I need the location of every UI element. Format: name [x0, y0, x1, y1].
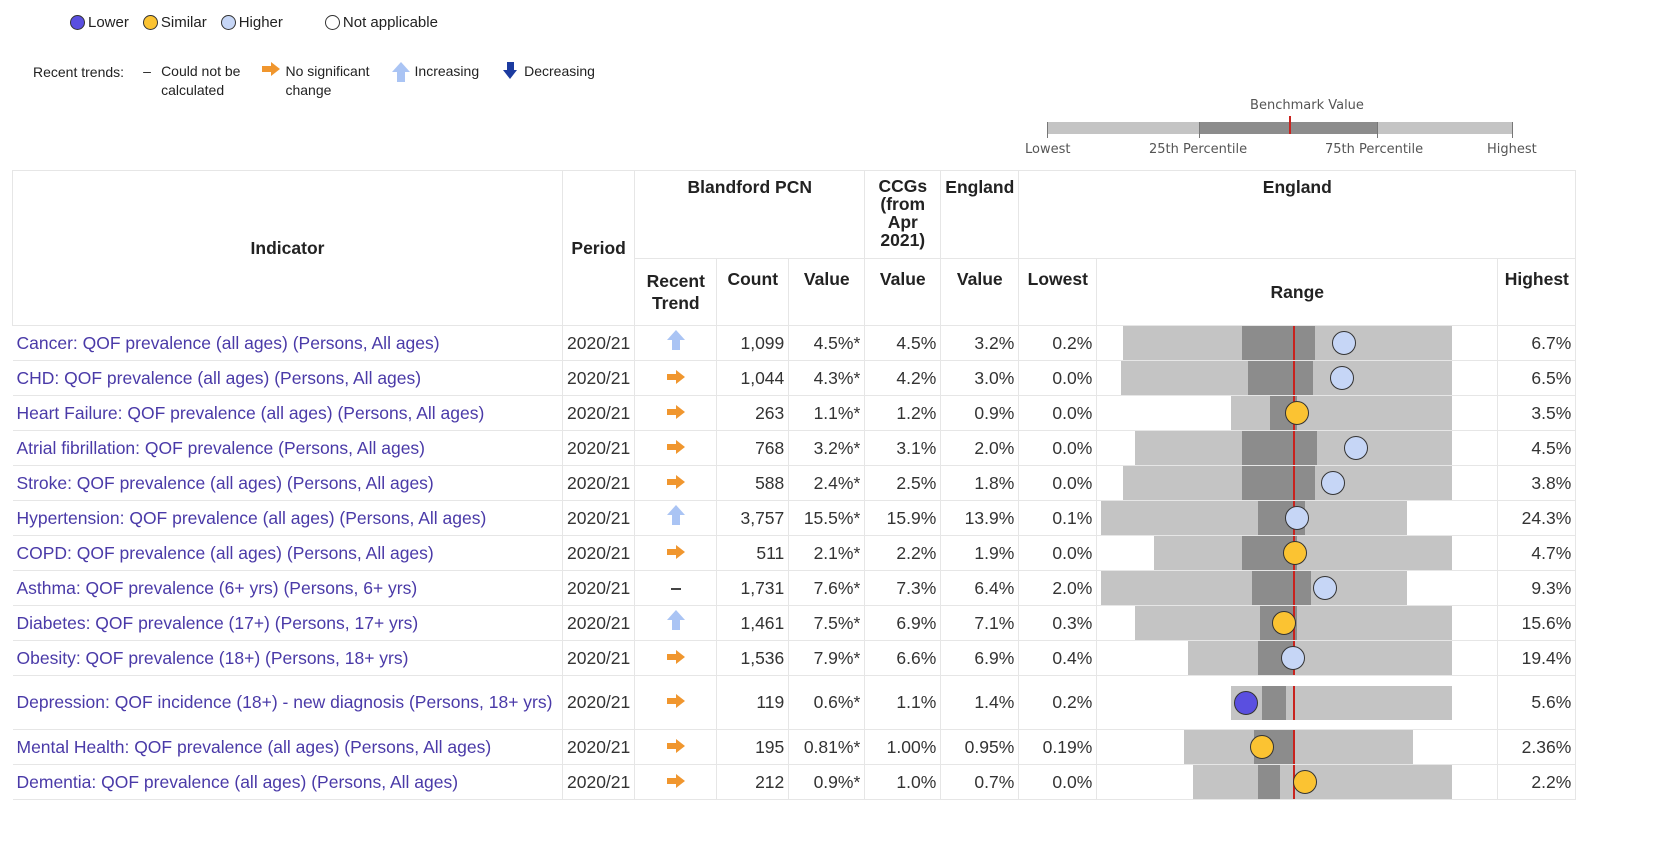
lowest-cell: 2.0%	[1019, 571, 1097, 606]
indicator-cell[interactable]	[13, 641, 563, 676]
range-iqr-bar	[1242, 466, 1315, 500]
trend-cell	[635, 431, 717, 466]
header-count[interactable]: Count	[717, 259, 789, 326]
header-recent-trend[interactable]: Recent Trend	[635, 259, 717, 326]
legend-dot-icon	[325, 15, 340, 30]
spine-chart	[1101, 571, 1493, 605]
spine-chart	[1101, 326, 1493, 360]
table-row	[13, 765, 1576, 800]
ccg-value-cell: 1.1%	[865, 676, 941, 730]
table-row	[13, 571, 1576, 606]
value-marker-higher[interactable]	[1321, 471, 1345, 495]
spine-chart	[1101, 501, 1493, 535]
header-england-value[interactable]: Value	[941, 259, 1019, 326]
trend-cell	[635, 501, 717, 536]
header-group-ccg: CCGs (from Apr 2021)	[865, 171, 941, 259]
value-cell: 4.3%*	[789, 361, 865, 396]
indicator-link[interactable]: Obesity: QOF prevalence (18+) (Persons, 18+ yrs)	[16, 647, 409, 668]
header-group-england: England	[941, 171, 1019, 259]
spine-chart	[1101, 730, 1493, 764]
range-iqr-bar	[1262, 686, 1286, 720]
ccg-value-cell: 2.5%	[865, 466, 941, 501]
count-cell: 263	[717, 396, 789, 431]
arrow-right-icon	[665, 545, 687, 559]
england-value-cell: 3.2%	[941, 326, 1019, 361]
indicator-link[interactable]: Diabetes: QOF prevalence (17+) (Persons, 17+ yrs)	[16, 612, 419, 633]
header-highest[interactable]: Highest	[1498, 259, 1576, 326]
trend-cell	[635, 536, 717, 571]
period-cell: 2020/21	[563, 571, 635, 606]
ccg-value-cell: 1.00%	[865, 730, 941, 765]
key-25th: 25th Percentile	[1149, 142, 1248, 157]
benchmark-line	[1293, 361, 1295, 395]
trend-legend-could-not-calc: – Could not be calculated	[136, 62, 240, 100]
range-cell	[1097, 730, 1498, 765]
spine-chart	[1101, 466, 1493, 500]
table-row	[13, 606, 1576, 641]
count-cell: 1,731	[717, 571, 789, 606]
england-value-cell: 0.7%	[941, 765, 1019, 800]
arrow-right-icon	[665, 650, 687, 664]
england-value-cell: 1.4%	[941, 676, 1019, 730]
period-cell: 2020/21	[563, 641, 635, 676]
value-cell: 0.6%*	[789, 676, 865, 730]
indicator-cell[interactable]	[13, 466, 563, 501]
period-cell: 2020/21	[563, 326, 635, 361]
count-cell: 1,099	[717, 326, 789, 361]
indicator-table	[12, 170, 1576, 800]
count-cell: 1,044	[717, 361, 789, 396]
england-value-cell: 3.0%	[941, 361, 1019, 396]
lowest-cell: 0.19%	[1019, 730, 1097, 765]
spine-chart	[1101, 431, 1493, 465]
range-cell	[1097, 361, 1498, 396]
range-cell	[1097, 606, 1498, 641]
trend-cell	[635, 730, 717, 765]
indicator-link[interactable]: CHD: QOF prevalence (all ages) (Persons, All ages)	[16, 367, 422, 388]
value-marker-similar[interactable]	[1272, 611, 1296, 635]
highest-cell: 3.5%	[1498, 396, 1576, 431]
ccg-value-cell: 7.3%	[865, 571, 941, 606]
legend-dot-icon	[70, 15, 85, 30]
ccg-value-cell: 4.2%	[865, 361, 941, 396]
arrow-right-icon	[665, 475, 687, 489]
england-value-cell: 1.8%	[941, 466, 1019, 501]
highest-cell: 9.3%	[1498, 571, 1576, 606]
count-cell: 195	[717, 730, 789, 765]
england-value-cell: 7.1%	[941, 606, 1019, 641]
value-cell: 7.5%*	[789, 606, 865, 641]
table-row	[13, 326, 1576, 361]
table-row	[13, 431, 1576, 466]
benchmark-line	[1293, 431, 1295, 465]
arrow-up-icon	[666, 330, 686, 352]
benchmark-line	[1293, 571, 1295, 605]
legend-item-lower	[70, 14, 129, 31]
key-75th: 75th Percentile	[1325, 142, 1424, 157]
value-cell: 2.1%*	[789, 536, 865, 571]
benchmark-line	[1293, 326, 1295, 360]
range-iqr-bar	[1242, 431, 1316, 465]
lowest-cell: 0.0%	[1019, 536, 1097, 571]
trend-cell	[635, 765, 717, 800]
range-iqr-bar	[1248, 361, 1313, 395]
period-cell: 2020/21	[563, 466, 635, 501]
benchmark-key-line	[1289, 116, 1291, 134]
indicator-link[interactable]: Dementia: QOF prevalence (all ages) (Persons, All ages)	[16, 771, 459, 792]
legend-dot-icon	[221, 15, 236, 30]
highest-cell: 2.2%	[1498, 765, 1576, 800]
table-row	[13, 396, 1576, 431]
significance-legend	[70, 12, 452, 32]
england-value-cell: 6.4%	[941, 571, 1019, 606]
highest-cell: 4.5%	[1498, 431, 1576, 466]
range-cell	[1097, 501, 1498, 536]
range-cell	[1097, 765, 1498, 800]
indicator-link[interactable]: Mental Health: QOF prevalence (all ages) (Persons, All ages)	[16, 736, 492, 757]
spine-chart	[1101, 765, 1493, 799]
range-iqr-bar	[1258, 765, 1280, 799]
table-row	[13, 676, 1576, 730]
legend-label: Not applicable	[342, 13, 438, 31]
table-row	[13, 501, 1576, 536]
lowest-cell: 0.0%	[1019, 466, 1097, 501]
arrow-right-icon	[260, 62, 282, 81]
benchmark-key	[1015, 96, 1555, 166]
arrow-right-icon	[665, 440, 687, 454]
indicator-link[interactable]: Atrial fibrillation: QOF prevalence (Persons, All ages)	[16, 437, 425, 458]
value-marker-similar[interactable]	[1293, 770, 1317, 794]
trend-cell	[635, 361, 717, 396]
trend-cell	[635, 676, 717, 730]
range-iqr-bar	[1252, 571, 1311, 605]
indicator-cell[interactable]	[13, 571, 563, 606]
indicator-link[interactable]: Depression: QOF incidence (18+) - new diagnosis (Persons, 18+ yrs)	[16, 692, 553, 712]
header-group-pcn: Blandford PCN	[635, 171, 865, 259]
ccg-value-cell: 2.2%	[865, 536, 941, 571]
indicator-link[interactable]: Stroke: QOF prevalence (all ages) (Persons, All ages)	[16, 472, 434, 493]
trend-cell	[635, 641, 717, 676]
lowest-cell: 0.0%	[1019, 396, 1097, 431]
value-marker-higher[interactable]	[1313, 576, 1337, 600]
indicator-link[interactable]: Cancer: QOF prevalence (all ages) (Persons, All ages)	[16, 332, 440, 353]
range-light-bar	[1231, 396, 1452, 430]
dash-icon: –	[143, 63, 151, 79]
indicator-link[interactable]: COPD: QOF prevalence (all ages) (Persons, All ages)	[16, 542, 434, 563]
highest-cell: 2.36%	[1498, 730, 1576, 765]
value-cell: 1.1%*	[789, 396, 865, 431]
lowest-cell: 0.0%	[1019, 431, 1097, 466]
indicator-cell[interactable]	[13, 536, 563, 571]
ccg-value-cell: 4.5%	[865, 326, 941, 361]
highest-cell: 5.6%	[1498, 676, 1576, 730]
count-cell: 119	[717, 676, 789, 730]
value-cell: 0.9%*	[789, 765, 865, 800]
trend-cell	[635, 571, 717, 606]
benchmark-value-label: Benchmark Value	[1250, 98, 1364, 113]
indicator-cell[interactable]	[13, 676, 563, 730]
trend-cell	[635, 466, 717, 501]
arrow-right-icon	[665, 370, 687, 384]
trend-cell	[635, 606, 717, 641]
lowest-cell: 0.0%	[1019, 361, 1097, 396]
count-cell: 588	[717, 466, 789, 501]
value-cell: 0.81%*	[789, 730, 865, 765]
trend-cell	[635, 326, 717, 361]
indicator-cell[interactable]	[13, 431, 563, 466]
period-cell: 2020/21	[563, 431, 635, 466]
header-value[interactable]: Value	[789, 259, 865, 326]
indicator-cell[interactable]	[13, 730, 563, 765]
highest-cell: 24.3%	[1498, 501, 1576, 536]
indicator-cell[interactable]	[13, 501, 563, 536]
range-cell	[1097, 326, 1498, 361]
count-cell: 3,757	[717, 501, 789, 536]
header-group-england-range: England	[1019, 171, 1576, 259]
header-period[interactable]: Period	[563, 171, 635, 326]
range-light-bar	[1101, 501, 1407, 535]
value-cell: 4.5%*	[789, 326, 865, 361]
header-ccg-value[interactable]: Value	[865, 259, 941, 326]
benchmark-line	[1293, 730, 1295, 764]
period-cell: 2020/21	[563, 765, 635, 800]
legend-label: Lower	[88, 13, 129, 31]
trend-cell	[635, 396, 717, 431]
value-cell: 3.2%*	[789, 431, 865, 466]
trend-legend-no-change: No significant change	[260, 62, 369, 100]
legend-item-higher	[221, 14, 283, 31]
indicator-link[interactable]: Asthma: QOF prevalence (6+ yrs) (Persons, 6+ yrs)	[16, 577, 418, 598]
arrow-right-icon	[665, 694, 687, 708]
spine-chart	[1101, 396, 1493, 430]
indicator-cell[interactable]	[13, 326, 563, 361]
value-cell: 7.6%*	[789, 571, 865, 606]
lowest-cell: 0.4%	[1019, 641, 1097, 676]
lowest-cell: 0.3%	[1019, 606, 1097, 641]
header-indicator[interactable]: Indicator	[13, 171, 563, 326]
range-cell	[1097, 536, 1498, 571]
legend-label: Similar	[160, 13, 207, 31]
period-cell: 2020/21	[563, 501, 635, 536]
lowest-cell: 0.2%	[1019, 326, 1097, 361]
ccg-value-cell: 3.1%	[865, 431, 941, 466]
arrow-up-icon	[666, 505, 686, 527]
key-lowest: Lowest	[1025, 142, 1071, 157]
lowest-cell: 0.1%	[1019, 501, 1097, 536]
spine-chart	[1101, 641, 1493, 675]
range-cell	[1097, 431, 1498, 466]
indicator-link[interactable]: Hypertension: QOF prevalence (all ages) (Persons, All ages)	[16, 507, 487, 528]
value-cell: 15.5%*	[789, 501, 865, 536]
period-cell: 2020/21	[563, 730, 635, 765]
legend-item-similar	[143, 14, 207, 31]
legend-label: Higher	[238, 13, 283, 31]
arrow-right-icon	[665, 739, 687, 753]
range-cell	[1097, 396, 1498, 431]
header-range: Range	[1097, 259, 1498, 326]
trend-legend	[33, 62, 615, 100]
count-cell: 768	[717, 431, 789, 466]
benchmark-key-dark	[1199, 122, 1377, 134]
england-value-cell: 1.9%	[941, 536, 1019, 571]
trend-legend-decreasing: Decreasing	[499, 62, 595, 85]
ccg-value-cell: 1.2%	[865, 396, 941, 431]
spine-chart	[1101, 686, 1493, 720]
count-cell: 1,536	[717, 641, 789, 676]
trend-legend-label: Recent trends:	[33, 64, 125, 80]
arrow-right-icon	[665, 774, 687, 788]
count-cell: 511	[717, 536, 789, 571]
highest-cell: 4.7%	[1498, 536, 1576, 571]
range-light-bar	[1184, 730, 1413, 764]
trend-legend-increasing: Increasing	[390, 62, 480, 89]
table-row	[13, 361, 1576, 396]
range-cell	[1097, 641, 1498, 676]
value-cell: 2.4%*	[789, 466, 865, 501]
highest-cell: 19.4%	[1498, 641, 1576, 676]
england-value-cell: 6.9%	[941, 641, 1019, 676]
indicator-cell[interactable]	[13, 396, 563, 431]
range-cell	[1097, 676, 1498, 730]
spine-chart	[1101, 361, 1493, 395]
highest-cell: 15.6%	[1498, 606, 1576, 641]
range-iqr-bar	[1242, 326, 1315, 360]
count-cell: 1,461	[717, 606, 789, 641]
range-cell	[1097, 571, 1498, 606]
spine-chart	[1101, 606, 1493, 640]
lowest-cell: 0.0%	[1019, 765, 1097, 800]
arrow-up-icon	[390, 62, 412, 89]
england-value-cell: 0.95%	[941, 730, 1019, 765]
arrow-down-icon	[499, 62, 521, 85]
period-cell: 2020/21	[563, 536, 635, 571]
indicator-cell[interactable]	[13, 765, 563, 800]
highest-cell: 6.5%	[1498, 361, 1576, 396]
england-value-cell: 0.9%	[941, 396, 1019, 431]
indicator-cell[interactable]	[13, 361, 563, 396]
arrow-up-icon	[666, 610, 686, 632]
dash-icon	[671, 588, 681, 590]
table-row	[13, 730, 1576, 765]
period-cell: 2020/21	[563, 361, 635, 396]
key-highest: Highest	[1487, 142, 1537, 157]
period-cell: 2020/21	[563, 676, 635, 730]
legend-item-not-applicable	[325, 14, 438, 31]
indicator-cell[interactable]	[13, 606, 563, 641]
spine-chart	[1101, 536, 1493, 570]
value-cell: 7.9%*	[789, 641, 865, 676]
table-row	[13, 466, 1576, 501]
period-cell: 2020/21	[563, 396, 635, 431]
benchmark-line	[1293, 686, 1295, 720]
table-row	[13, 536, 1576, 571]
ccg-value-cell: 1.0%	[865, 765, 941, 800]
range-cell	[1097, 466, 1498, 501]
table-row	[13, 641, 1576, 676]
legend-dot-icon	[143, 15, 158, 30]
ccg-value-cell: 6.6%	[865, 641, 941, 676]
ccg-value-cell: 15.9%	[865, 501, 941, 536]
indicator-link[interactable]: Heart Failure: QOF prevalence (all ages) (Persons, All ages)	[16, 402, 485, 423]
england-value-cell: 2.0%	[941, 431, 1019, 466]
value-marker-similar[interactable]	[1250, 735, 1274, 759]
range-light-bar	[1188, 641, 1453, 675]
highest-cell: 6.7%	[1498, 326, 1576, 361]
ccg-value-cell: 6.9%	[865, 606, 941, 641]
value-marker-lower[interactable]	[1234, 691, 1258, 715]
england-value-cell: 13.9%	[941, 501, 1019, 536]
range-light-bar	[1193, 765, 1452, 799]
period-cell: 2020/21	[563, 606, 635, 641]
highest-cell: 3.8%	[1498, 466, 1576, 501]
lowest-cell: 0.2%	[1019, 676, 1097, 730]
header-lowest[interactable]: Lowest	[1019, 259, 1097, 326]
arrow-right-icon	[665, 405, 687, 419]
count-cell: 212	[717, 765, 789, 800]
value-marker-higher[interactable]	[1344, 436, 1368, 460]
benchmark-line	[1293, 466, 1295, 500]
